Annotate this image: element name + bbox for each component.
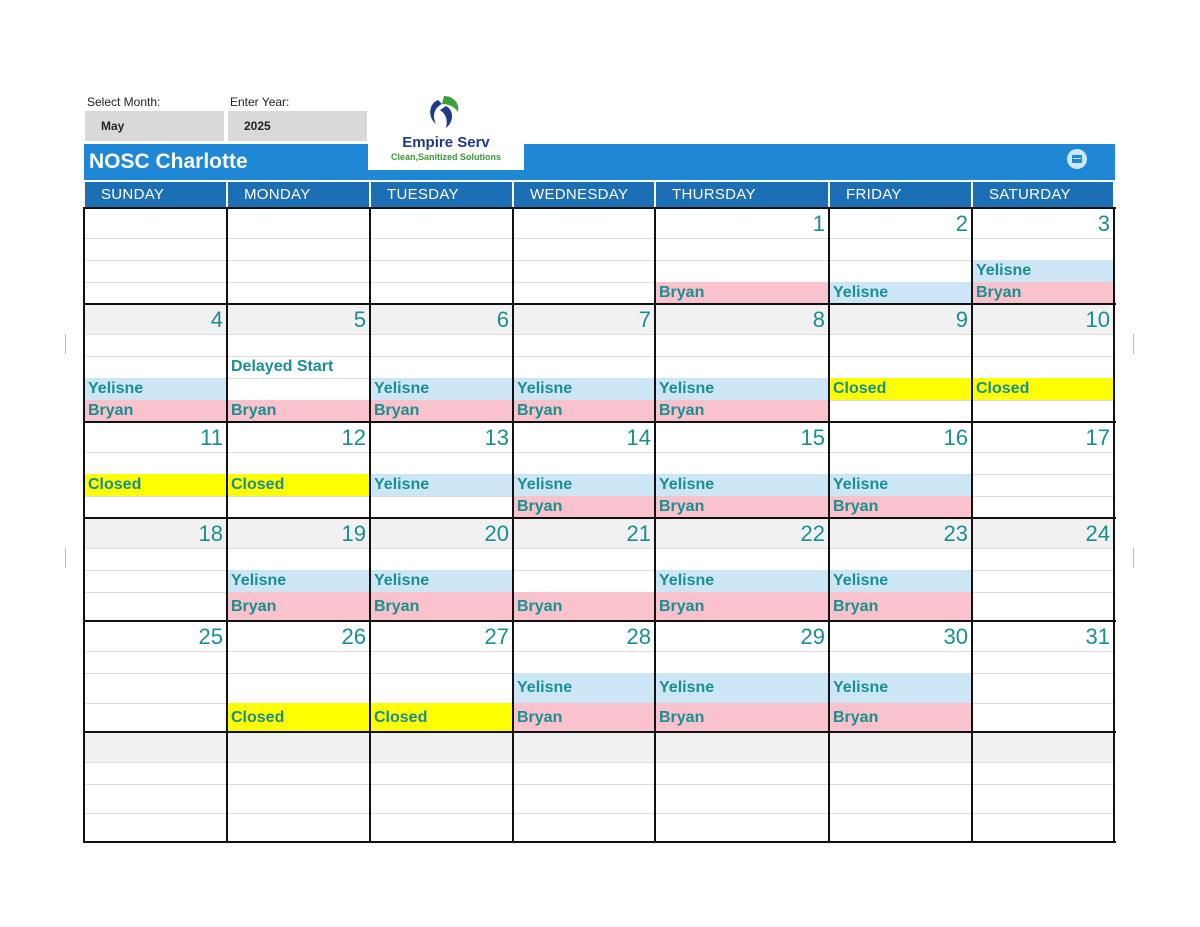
week-border	[84, 517, 1116, 519]
day-number[interactable]: 8	[812, 307, 825, 332]
column-border	[828, 207, 830, 843]
page-margin-mark	[1133, 334, 1134, 354]
logo-brand: Empire Serv	[402, 134, 490, 151]
day-number[interactable]	[370, 209, 513, 239]
calendar-title-bar	[84, 144, 1115, 180]
day-number[interactable]	[972, 733, 1114, 763]
day-number[interactable]: 9	[955, 307, 968, 332]
day-number[interactable]	[655, 733, 829, 763]
grid-line	[84, 784, 1114, 785]
day-number[interactable]: 17	[1085, 425, 1110, 450]
staff-entry-yelisne[interactable]: Yelisne	[830, 673, 971, 703]
staff-entry-yelisne[interactable]: Yelisne	[830, 570, 971, 592]
closed-entry[interactable]: Closed	[228, 703, 369, 732]
day-number[interactable]: 2	[955, 211, 968, 236]
day-number[interactable]: 5	[353, 307, 366, 332]
closed-entry[interactable]: Closed	[85, 474, 226, 496]
staff-entry-bryan[interactable]: Bryan	[228, 592, 369, 621]
grid-border	[84, 207, 1116, 209]
day-number[interactable]: 18	[198, 521, 223, 546]
staff-entry-bryan[interactable]: Bryan	[656, 592, 828, 621]
day-number[interactable]: 28	[626, 624, 651, 649]
day-number[interactable]: 4	[210, 307, 223, 332]
column-border	[226, 207, 228, 843]
staff-entry-bryan[interactable]: Bryan	[830, 496, 971, 518]
month-select[interactable]: May	[85, 111, 224, 141]
column-border	[654, 207, 656, 843]
staff-entry-bryan[interactable]: Bryan	[85, 400, 226, 422]
week-border	[84, 303, 1116, 305]
staff-entry-yelisne[interactable]: Yelisne	[514, 673, 654, 703]
staff-entry-yelisne[interactable]: Yelisne	[514, 474, 654, 496]
staff-entry-bryan[interactable]: Bryan	[830, 703, 971, 732]
day-header-saturday: SATURDAY	[973, 182, 1113, 207]
day-number[interactable]: 30	[943, 624, 968, 649]
staff-entry-yelisne[interactable]: Yelisne	[85, 378, 226, 400]
day-header-thursday: THURSDAY	[656, 182, 828, 207]
closed-entry[interactable]: Closed	[830, 378, 971, 400]
staff-entry-bryan[interactable]: Bryan	[514, 703, 654, 732]
day-number[interactable]: 12	[341, 425, 366, 450]
day-number[interactable]: 29	[800, 624, 825, 649]
day-number[interactable]	[84, 733, 227, 763]
day-header-tuesday: TUESDAY	[371, 182, 512, 207]
day-number[interactable]: 31	[1085, 624, 1110, 649]
column-border	[512, 207, 514, 843]
week-border	[84, 620, 1116, 622]
staff-entry-bryan[interactable]: Bryan	[656, 282, 828, 304]
closed-entry[interactable]: Closed	[228, 474, 369, 496]
day-number[interactable]: 14	[626, 425, 651, 450]
day-number[interactable]: 23	[943, 521, 968, 546]
week-border	[84, 421, 1116, 423]
day-number[interactable]: 27	[484, 624, 509, 649]
day-number[interactable]	[513, 209, 655, 239]
day-header-friday: FRIDAY	[830, 182, 971, 207]
year-label: Enter Year:	[230, 95, 290, 109]
logo-mark-icon	[424, 94, 468, 134]
closed-entry[interactable]: Closed	[973, 378, 1113, 400]
staff-entry-bryan[interactable]: Bryan	[514, 400, 654, 422]
grid-line	[84, 260, 1114, 261]
staff-entry-yelisne[interactable]: Yelisne	[656, 474, 828, 496]
day-number[interactable]	[227, 733, 370, 763]
staff-entry-yelisne[interactable]: Yelisne	[371, 474, 512, 496]
calendar-icon[interactable]	[1067, 149, 1087, 169]
staff-entry-bryan[interactable]: Bryan	[656, 496, 828, 518]
day-number[interactable]: 7	[638, 307, 651, 332]
staff-entry-yelisne[interactable]: Yelisne	[514, 378, 654, 400]
day-number[interactable]: 20	[484, 521, 509, 546]
staff-entry-bryan[interactable]: Bryan	[656, 400, 828, 422]
month-label: Select Month:	[87, 95, 161, 109]
day-number[interactable]	[84, 209, 227, 239]
staff-entry-yelisne[interactable]: Yelisne	[656, 570, 828, 592]
staff-entry-yelisne[interactable]: Yelisne	[228, 570, 369, 592]
grid-line	[84, 813, 1114, 814]
day-header-wednesday: WEDNESDAY	[514, 182, 654, 207]
day-number[interactable]	[227, 209, 370, 239]
staff-entry-yelisne[interactable]: Yelisne	[656, 378, 828, 400]
delayed-start-note[interactable]: Delayed Start	[231, 358, 334, 375]
logo-tagline: Clean,Sanitized Solutions	[390, 152, 501, 162]
staff-entry-yelisne[interactable]: Yelisne	[973, 260, 1113, 282]
column-border	[369, 207, 371, 843]
day-number[interactable]: 24	[1085, 521, 1110, 546]
day-number[interactable]: 6	[496, 307, 509, 332]
staff-entry-bryan[interactable]: Bryan	[973, 282, 1113, 304]
staff-entry-yelisne[interactable]: Yelisne	[371, 570, 512, 592]
day-number[interactable]	[513, 733, 655, 763]
day-header-sunday: SUNDAY	[85, 182, 226, 207]
week-border	[84, 841, 1116, 843]
day-number[interactable]: 21	[626, 521, 651, 546]
staff-entry-yelisne[interactable]: Yelisne	[830, 282, 971, 304]
closed-entry[interactable]: Closed	[371, 703, 512, 732]
company-logo	[368, 90, 524, 170]
page-margin-mark	[65, 334, 66, 354]
staff-entry-bryan[interactable]: Bryan	[228, 400, 369, 422]
column-border	[83, 207, 85, 843]
day-number[interactable]: 25	[198, 624, 223, 649]
staff-entry-bryan[interactable]: Bryan	[514, 496, 654, 518]
day-number[interactable]: 1	[812, 211, 825, 236]
column-border	[971, 207, 973, 843]
day-number[interactable]: 26	[341, 624, 366, 649]
calendar-title: NOSC Charlotte	[89, 150, 248, 173]
day-number[interactable]: 10	[1085, 307, 1110, 332]
staff-entry-bryan[interactable]: Bryan	[514, 592, 654, 621]
staff-entry-yelisne[interactable]: Yelisne	[830, 474, 971, 496]
day-number[interactable]: 19	[341, 521, 366, 546]
staff-entry-yelisne[interactable]: Yelisne	[656, 673, 828, 703]
day-number[interactable]: 11	[200, 425, 223, 450]
week-border	[84, 731, 1116, 733]
staff-entry-bryan[interactable]: Bryan	[371, 400, 512, 422]
day-number[interactable]: 13	[484, 425, 509, 450]
day-number[interactable]: 22	[800, 521, 825, 546]
staff-entry-bryan[interactable]: Bryan	[371, 592, 512, 621]
day-number[interactable]	[370, 733, 513, 763]
day-number[interactable]: 16	[943, 425, 968, 450]
day-number[interactable]	[829, 733, 972, 763]
page-margin-mark	[65, 548, 66, 568]
year-input[interactable]: 2025	[228, 111, 367, 141]
column-border	[1113, 207, 1115, 843]
page-margin-mark	[1133, 548, 1134, 568]
day-header-monday: MONDAY	[228, 182, 369, 207]
day-number[interactable]: 3	[1097, 211, 1110, 236]
staff-entry-bryan[interactable]: Bryan	[656, 703, 828, 732]
staff-entry-yelisne[interactable]: Yelisne	[371, 378, 512, 400]
day-number[interactable]: 15	[800, 425, 825, 450]
staff-entry-bryan[interactable]: Bryan	[830, 592, 971, 621]
